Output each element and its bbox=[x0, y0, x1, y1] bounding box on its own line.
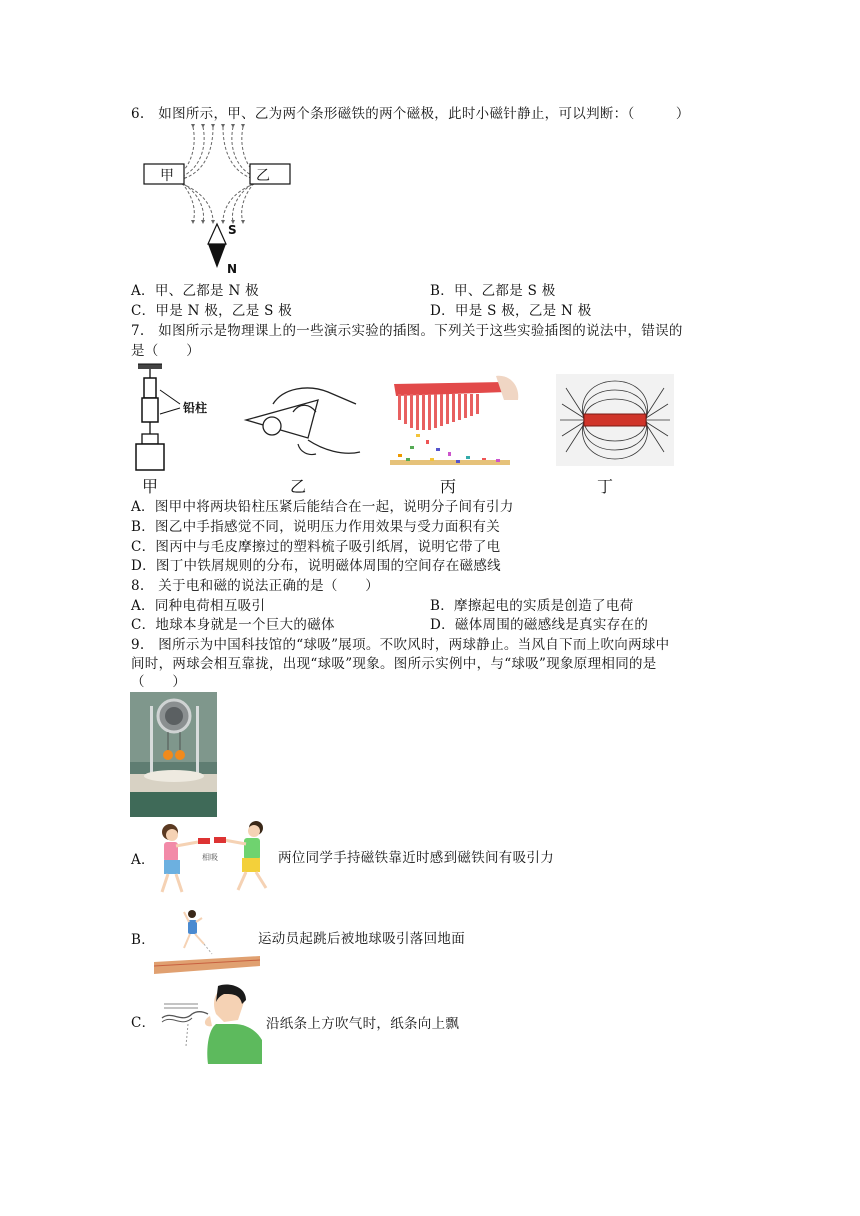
q9-stem-line2: 间时，两球会相互靠拢，出现“球吸”现象。图所示实例中，与“球吸”现象原理相同的是 bbox=[131, 656, 657, 672]
q7-stem-line2: 是（ ） bbox=[131, 343, 200, 359]
q6-label-yi: 乙 bbox=[256, 168, 270, 184]
q7-bar-magnet bbox=[584, 414, 646, 426]
q9-option-a-letter: A． bbox=[131, 852, 155, 868]
q9-stem-line3: （ ） bbox=[131, 674, 187, 690]
q6-label-jia: 甲 bbox=[160, 168, 174, 184]
q8-option-c: C．地球本身就是一个巨大的磁体 bbox=[131, 617, 335, 633]
q6-needle-south bbox=[208, 224, 226, 244]
q8-option-d: D．磁体周围的磁感线是真实存在的 bbox=[430, 617, 649, 633]
q6-stem: 6. 如图所示，甲、乙为两个条形磁铁的两个磁极，此时小磁针静止，可以判断：（ ） bbox=[131, 106, 690, 122]
q6-needle-north bbox=[208, 244, 226, 268]
q7-figure-fingers-triangle bbox=[238, 380, 363, 470]
q7-option-a: A．图甲中将两块铅柱压紧后能结合在一起，说明分子间有引力 bbox=[131, 499, 514, 515]
q7-option-c: C．图丙中与毛皮摩擦过的塑料梳子吸引纸屑，说明它带了电 bbox=[131, 539, 501, 555]
q7-lead-label: 铅柱 bbox=[183, 401, 208, 415]
q8-stem: 8. 关于电和磁的说法正确的是（ ） bbox=[131, 578, 380, 594]
q6-label-n: N bbox=[227, 262, 238, 276]
q6-magnet-figure bbox=[138, 122, 298, 277]
q7-figure-lead-cylinders bbox=[128, 362, 228, 474]
q7-figure-comb bbox=[386, 374, 522, 466]
q6-option-d: D．甲是 S 极，乙是 N 极 bbox=[430, 303, 592, 319]
q9-option-c-figure bbox=[158, 984, 264, 1064]
q9-option-a-figure bbox=[152, 818, 276, 900]
q9-option-b-figure bbox=[154, 908, 260, 980]
q9-option-c-text: 沿纸条上方吹气时，纸条向上飘 bbox=[266, 1016, 460, 1032]
q6-option-a: A．甲、乙都是 N 极 bbox=[131, 283, 259, 299]
q7-label-yi: 乙 bbox=[290, 477, 307, 496]
q7-option-d: D．图丁中铁屑规则的分布，说明磁体周围的空间存在磁感线 bbox=[131, 558, 501, 574]
q7-label-bing: 丙 bbox=[440, 477, 457, 496]
q7-stem-line1: 7. 如图所示是物理课上的一些演示实验的插图。下列关于这些实验插图的说法中，错误的 bbox=[131, 323, 683, 339]
q8-option-b: B．摩擦起电的实质是创造了电荷 bbox=[430, 598, 634, 614]
q7-option-b: B．图乙中手指感觉不同，说明压力作用效果与受力面积有关 bbox=[131, 519, 501, 535]
q9-ball-suction-photo bbox=[130, 692, 217, 817]
q6-option-c: C．甲是 N 极，乙是 S 极 bbox=[131, 303, 293, 319]
q7-label-ding: 丁 bbox=[597, 477, 614, 496]
q6-option-b: B．甲、乙都是 S 极 bbox=[430, 283, 556, 299]
q9-stem-line1: 9. 图所示为中国科技馆的“球吸”展项。不吹风时，两球静止。当风自下而上吹向两球中 bbox=[131, 637, 670, 653]
q9-option-b-letter: B． bbox=[131, 932, 156, 948]
q9-option-a-text: 两位同学手持磁铁靠近时感到磁铁间有吸引力 bbox=[278, 850, 554, 866]
q9-option-a-caption: 相吸 bbox=[202, 853, 218, 862]
q7-figure-iron-filings bbox=[556, 374, 674, 466]
q6-label-s: S bbox=[228, 223, 237, 237]
q9-option-c-letter: C． bbox=[131, 1015, 156, 1031]
q9-option-b-text: 运动员起跳后被地球吸引落回地面 bbox=[258, 931, 465, 947]
q8-option-a: A．同种电荷相互吸引 bbox=[131, 598, 266, 614]
q7-label-jia: 甲 bbox=[142, 477, 159, 496]
